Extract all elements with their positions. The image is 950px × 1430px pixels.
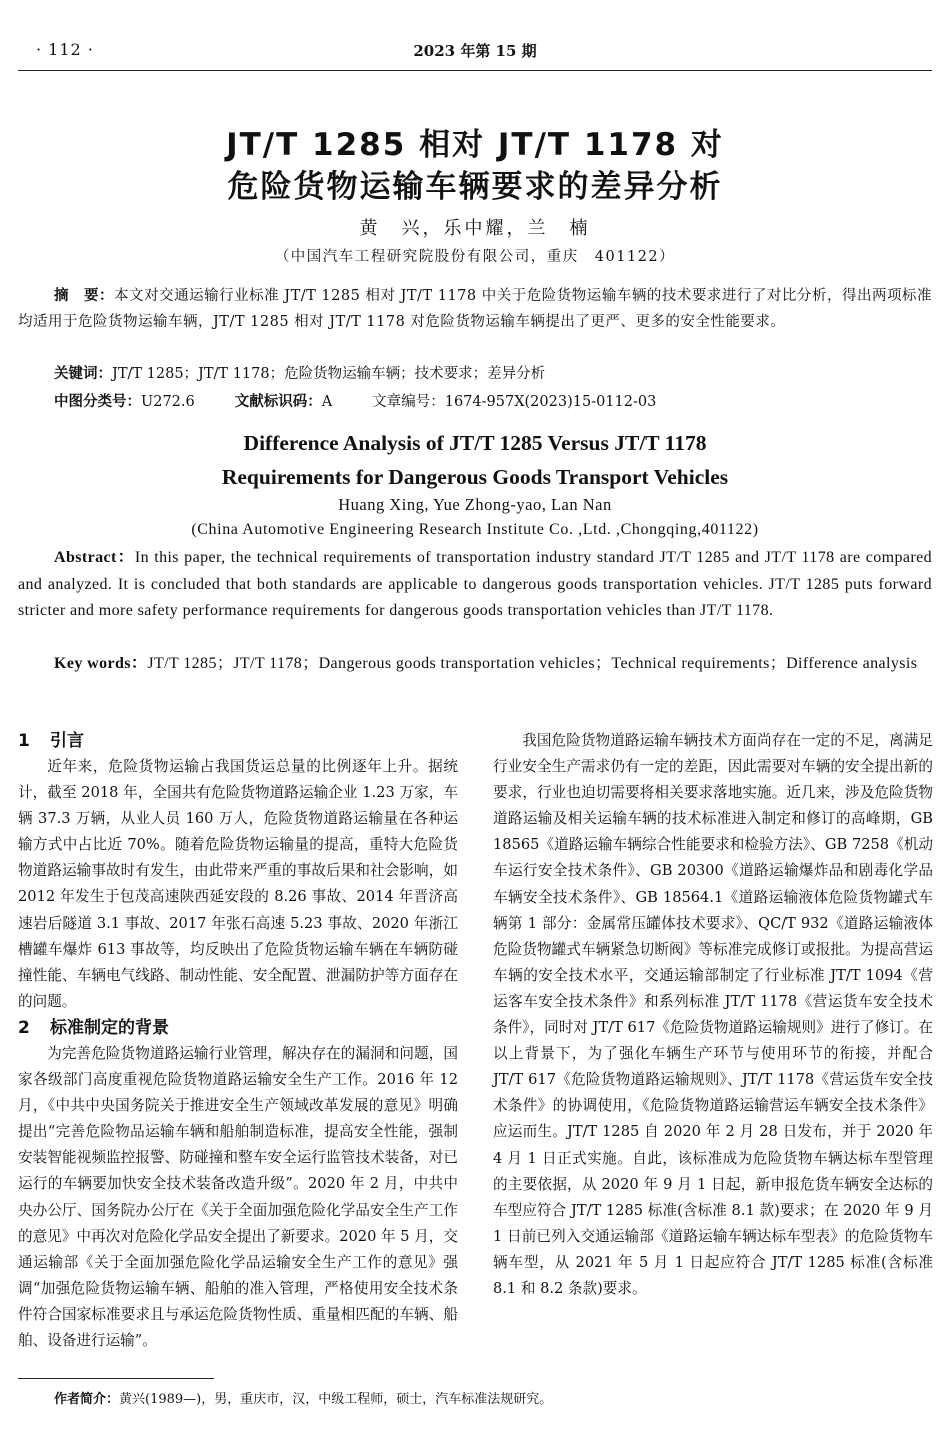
doc-code-label: 文献标识码：	[234, 394, 322, 410]
classification-line	[54, 390, 656, 411]
clc-value: U272.6	[141, 394, 195, 410]
keywords-zh-text: JT/T 1285；JT/T 1178；危险货物运输车辆；技术要求；差异分析	[112, 366, 546, 382]
section-1-heading	[18, 728, 458, 754]
footnote-rule	[18, 1378, 214, 1379]
affiliation-en: (China Automotive Engineering Research Institute Co. ,Ltd. ,Chongqing,401122)	[191, 521, 759, 538]
abstract-en	[18, 545, 932, 625]
section-2-paragraph-2: 我国危险货物道路运输车辆技术方面尚存在一定的不足，离满足行业安全生产需求仍有一定的差距，因此需要对车辆的安全提出新的要求，行业也迫切需要将相关要求落地实施。近几来，涉及危险货物道路运输及相关运输车辆的技术标准进入制定和修订的高峰期，GB 18565《道路运输车辆综合性能要求和检验方法》、GB 7258《机动车运行安全技术条件》、GB 20300《道路运输爆炸品和剧毒化学品车辆安全技术条件》、GB 18564.1《道路运输液体危险货物罐式车辆第 1 部分：金属常压罐体技术要求》、QC/T 932《道路运输液体危险货物罐式车辆紧急切断阀》等标准完成修订或报批。为提高营运车辆的安全技术水平，交通运输部制定了行业标准 JT/T 1094《营运客车安全技术条件》和系列标准 JT/T 1178《营运货车安全技术条件》，同时对 JT/T 617《危险货物道路运输规则》进行了修订。在以上背景下，为了强化车辆生产环节与使用环节的衔接，并配合 JT/T 617《危险货物道路运输规则》、JT/T 1178《营运货车安全技术条件》的协调使用，《危险货物道路运输营运车辆安全技术条件》应运而生。JT/T 1285 自 2020 年 2 月 28 日发布，并于 2020 年 4 月 1 日正式实施。自此，该标准成为危险货物车辆达标车型管理的主要依据，从 2020 年 9 月 1 日起，新申报危货车辆安全达标的车型应符合 JT/T 1285 标准(含标准 8.1 款)要求；在 2020 年 9 月 1 日前已列入交通运输部《道路运输车辆达标车型表》的危险货物车辆车型，从 2021 年 5 月 1 日起应符合 JT/T 1285 标准(含标准 8.1 和 8.2 条款)要求。	[493, 732, 933, 1297]
keywords-zh	[54, 362, 545, 383]
issue-label: 2023 年第 15 期	[413, 42, 537, 60]
page-number: · 112 ·	[36, 40, 94, 59]
abstract-en-label: Abstract：	[54, 549, 135, 566]
authors-zh: 黄 兴，乐中耀，兰 楠	[359, 218, 591, 239]
title-en-line1: Difference Analysis of JT/T 1285 Versus JT/T 1178	[243, 431, 707, 455]
authors-en: Huang Xing, Yue Zhong-yao, Lan Nan	[338, 495, 612, 514]
title-zh-line1: JT/T 1285 相对 JT/T 1178 对	[226, 127, 724, 163]
abstract-en-text: In this paper, the technical requirements of transportation industry standard JT/T 1285 and JT/T 1178 are compared and analyzed. It is concluded that both standards are applicable to dangerous goods transportation vehicles. JT/T 1285 puts forward stricter and more safety performance requirements for dangerous goods transportation vehicles than JT/T 1178.	[18, 549, 932, 619]
article-number-label: 文章编号：	[372, 394, 445, 410]
abstract-zh	[18, 283, 932, 335]
section-1-number: 1	[18, 731, 30, 751]
header-rule	[18, 70, 932, 71]
article-number-value: 1674-957X(2023)15-0112-03	[444, 394, 657, 410]
title-en-line2: Requirements for Dangerous Goods Transport Vehicles	[221, 465, 729, 489]
clc-label: 中图分类号：	[54, 394, 141, 410]
title-zh-line2: 危险货物运输车辆要求的差异分析	[227, 169, 723, 205]
keywords-en-label: Key words：	[54, 655, 148, 672]
section-2-number: 2	[18, 1017, 30, 1038]
section-2-paragraph-1: 为完善危险货物道路运输行业管理，解决存在的漏洞和问题，国家各级部门高度重视危险货物道路运输安全生产工作。2016 年 12 月，《中共中央国务院关于推进安全生产领域改革发展的意见》明确提出“完善危险物品运输车辆和船舶制造标准，提高安全性能，强制安装智能视频监控报警、防碰撞和整车安全运行监管技术装备，对已运行的车辆要加快安全技术装备改造升级”。2020 年 2 月，中共中央办公厅、国务院办公厅在《关于全面加强危险化学品安全生产工作的意见》中再次对危险化学品安全提出了新要求。2020 年 5 月，交通运输部《关于全面加强危险化学品运输安全生产工作的意见》强调“加强危险货物运输车辆、船舶的准入管理，严格使用安全技术条件符合国家标准要求且与承运危险货物性质、重量相匹配的车辆、船舶、设备进行运输”。	[18, 1044, 458, 1349]
author-footnote	[54, 1388, 552, 1407]
footnote-text: 黄兴(1989—)，男，重庆市，汉，中级工程师，硕士，汽车标准法规研究。	[119, 1392, 553, 1407]
keywords-en	[18, 651, 932, 678]
keywords-zh-label: 关键词：	[54, 366, 112, 382]
keywords-en-text: JT/T 1285；JT/T 1178；Dangerous goods transportation vehicles；Technical requirements；Difference analysis	[147, 655, 918, 672]
abstract-zh-text: 本文对交通运输行业标准 JT/T 1285 相对 JT/T 1178 中关于危险货物运输车辆的技术要求进行了对比分析，得出两项标准均适用于危险货物运输车辆，JT/T 1285 相对 JT/T 1178 对危险货物运输车辆提出了更严、更多的安全性能要求。	[18, 288, 933, 330]
abstract-zh-label: 摘 要：	[54, 288, 115, 304]
footnote-label: 作者简介：	[54, 1392, 120, 1407]
column-left	[18, 728, 458, 1354]
column-right	[493, 728, 933, 1302]
section-1-paragraph: 近年来，危险货物运输占我国货运总量的比例逐年上升。据统计，截至 2018 年，全国共有危险货物道路运输企业 1.23 万家，车辆 37.3 万辆，从业人员 160 万人，危险货物道路运输量在各种运输方式中占比近 70%。随着危险货物运输量的提高，重特大危险货物道路运输事故时有发生，由此带来严重的事故后果和社会影响，如 2012 年发生于包茂高速陕西延安段的 8.26 事故、2014 年晋济高速岩后隧道 3.1 事故、2017 年张石高速 5.23 事故、2020 年浙江槽罐车爆炸 613 事故等，均反映出了危险货物运输车辆在车辆防碰撞性能、车辆电气线路、制动性能、安全配置、泄漏防护等方面存在的问题。	[18, 758, 458, 1010]
running-header	[18, 40, 932, 70]
section-1-title: 引言	[50, 731, 84, 751]
section-2-title: 标准制定的背景	[50, 1017, 169, 1038]
affiliation-zh: （中国汽车工程研究院股份有限公司，重庆 401122）	[274, 249, 676, 265]
doc-code-value: A	[321, 394, 333, 410]
section-2-heading	[18, 1015, 458, 1041]
